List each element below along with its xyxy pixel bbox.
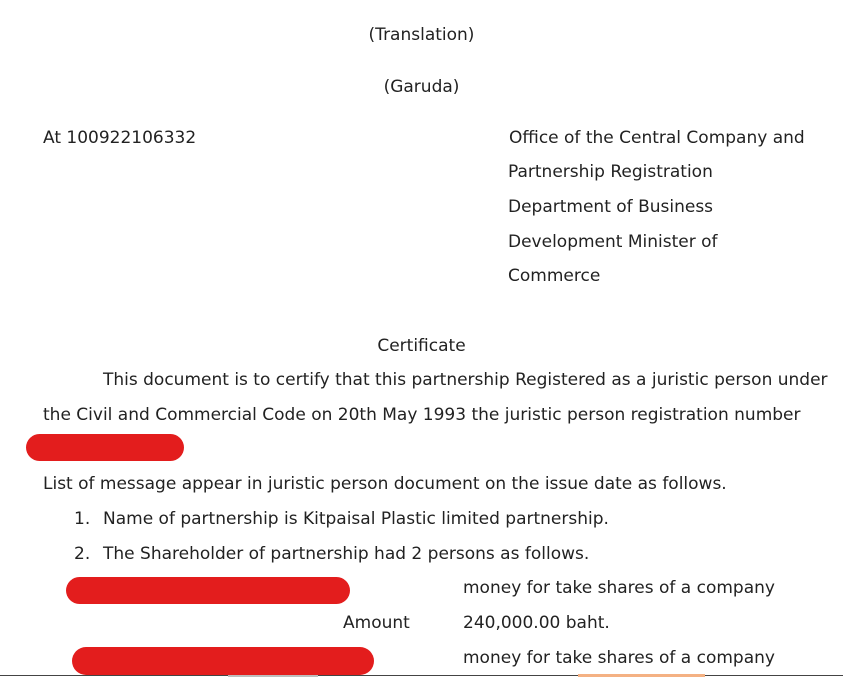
- paragraph-line-1: This document is to certify that this partnership Registered as a juristic person under: [103, 370, 828, 390]
- redacted-registration-number: [26, 434, 184, 461]
- list-item-text: The Shareholder of partnership had 2 persons as follows.: [103, 544, 590, 564]
- reference-number: At 100922106332: [43, 128, 197, 148]
- page-bottom-mark: [228, 675, 318, 677]
- amount-label: Amount: [343, 613, 410, 633]
- office-line-5: Commerce: [508, 266, 601, 286]
- redacted-shareholder-name: [72, 647, 374, 675]
- list-item-text: Name of partnership is Kitpaisal Plastic limited partnership.: [103, 509, 609, 529]
- redacted-shareholder-name: [66, 577, 350, 604]
- shareholder-money-text: money for take shares of a company: [463, 648, 775, 668]
- list-item-number: 1.: [74, 509, 91, 529]
- office-line-4: Development Minister of: [508, 232, 718, 252]
- page-bottom-accent: [578, 674, 705, 677]
- office-line-2: Partnership Registration: [508, 162, 713, 182]
- office-line-3: Department of Business: [508, 197, 714, 217]
- certificate-title: Certificate: [377, 336, 466, 356]
- list-item-number: 2.: [74, 544, 91, 564]
- paragraph-line-2: the Civil and Commercial Code on 20th May 1993 the juristic person registration number: [43, 405, 801, 425]
- shareholder-money-text: money for take shares of a company: [463, 578, 775, 598]
- list-intro: List of message appear in juristic person document on the issue date as follows.: [43, 474, 727, 494]
- office-line-1: Office of the Central Company and: [509, 128, 805, 148]
- amount-value: 240,000.00 baht.: [463, 613, 610, 633]
- page-bottom-edge: [0, 675, 843, 676]
- translation-header: (Translation): [368, 25, 475, 45]
- garuda-header: (Garuda): [383, 77, 460, 97]
